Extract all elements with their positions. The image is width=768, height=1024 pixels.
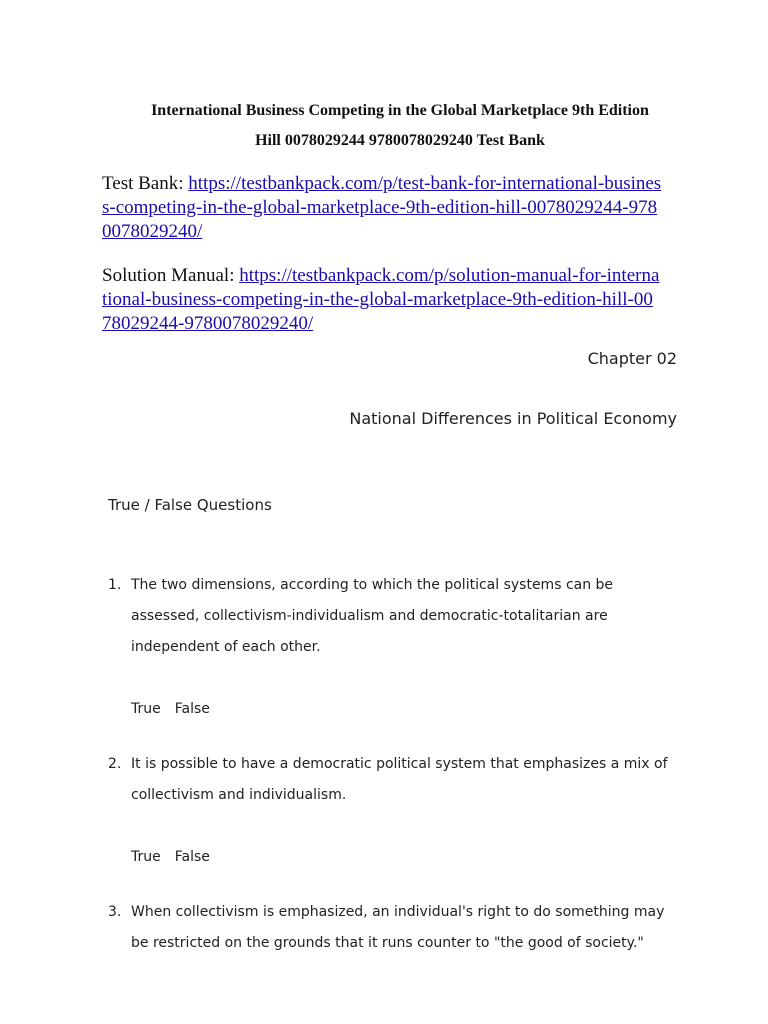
- question-1: [108, 570, 668, 725]
- question-text: When collectivism is emphasized, an individual's right to do something may be restricted on the grounds that it runs counter to "the good of society.": [131, 904, 665, 951]
- test-bank-label: Test Bank:: [102, 173, 189, 194]
- answer-option-false: False: [174, 701, 210, 717]
- question-text: It is possible to have a democratic political system that emphasizes a mix of collectivism and individualism.: [131, 756, 668, 803]
- section-heading: True / False Questions: [108, 496, 272, 514]
- question-number: 3.: [108, 904, 122, 920]
- question-number: 2.: [108, 756, 122, 772]
- solution-manual-paragraph: [102, 264, 662, 336]
- test-bank-paragraph: [102, 172, 662, 244]
- test-bank-link[interactable]: https://testbankpack.com/p/test-bank-for-international-business-competing-in-the-global-marketplace-9th-edition-hill-0078029244-9780078029240/: [102, 173, 662, 242]
- document-title-line-1: International Business Competing in the Global Marketplace 9th Edition: [151, 102, 649, 119]
- answer-option-true: True: [131, 849, 161, 865]
- answer-option-true: True: [131, 701, 161, 717]
- question-3: [108, 897, 668, 959]
- chapter-label: Chapter 02: [587, 349, 677, 368]
- document-title: [0, 96, 768, 156]
- question-2: [108, 749, 668, 873]
- document-title-line-2: Hill 0078029244 9780078029240 Test Bank: [255, 132, 545, 149]
- solution-manual-link[interactable]: https://testbankpack.com/p/solution-manual-for-international-business-competing-in-the-global-marketplace-9th-edition-hill-0078029244-9780078029240/: [102, 265, 660, 334]
- chapter-title: National Differences in Political Economy: [349, 409, 677, 428]
- question-number: 1.: [108, 577, 122, 593]
- answer-options: [131, 694, 668, 725]
- solution-manual-label: Solution Manual:: [102, 265, 240, 286]
- question-text: The two dimensions, according to which the political systems can be assessed, collectivism-individualism and democratic-totalitarian are independent of each other.: [131, 577, 614, 655]
- answer-options: [131, 842, 668, 873]
- answer-option-false: False: [174, 849, 210, 865]
